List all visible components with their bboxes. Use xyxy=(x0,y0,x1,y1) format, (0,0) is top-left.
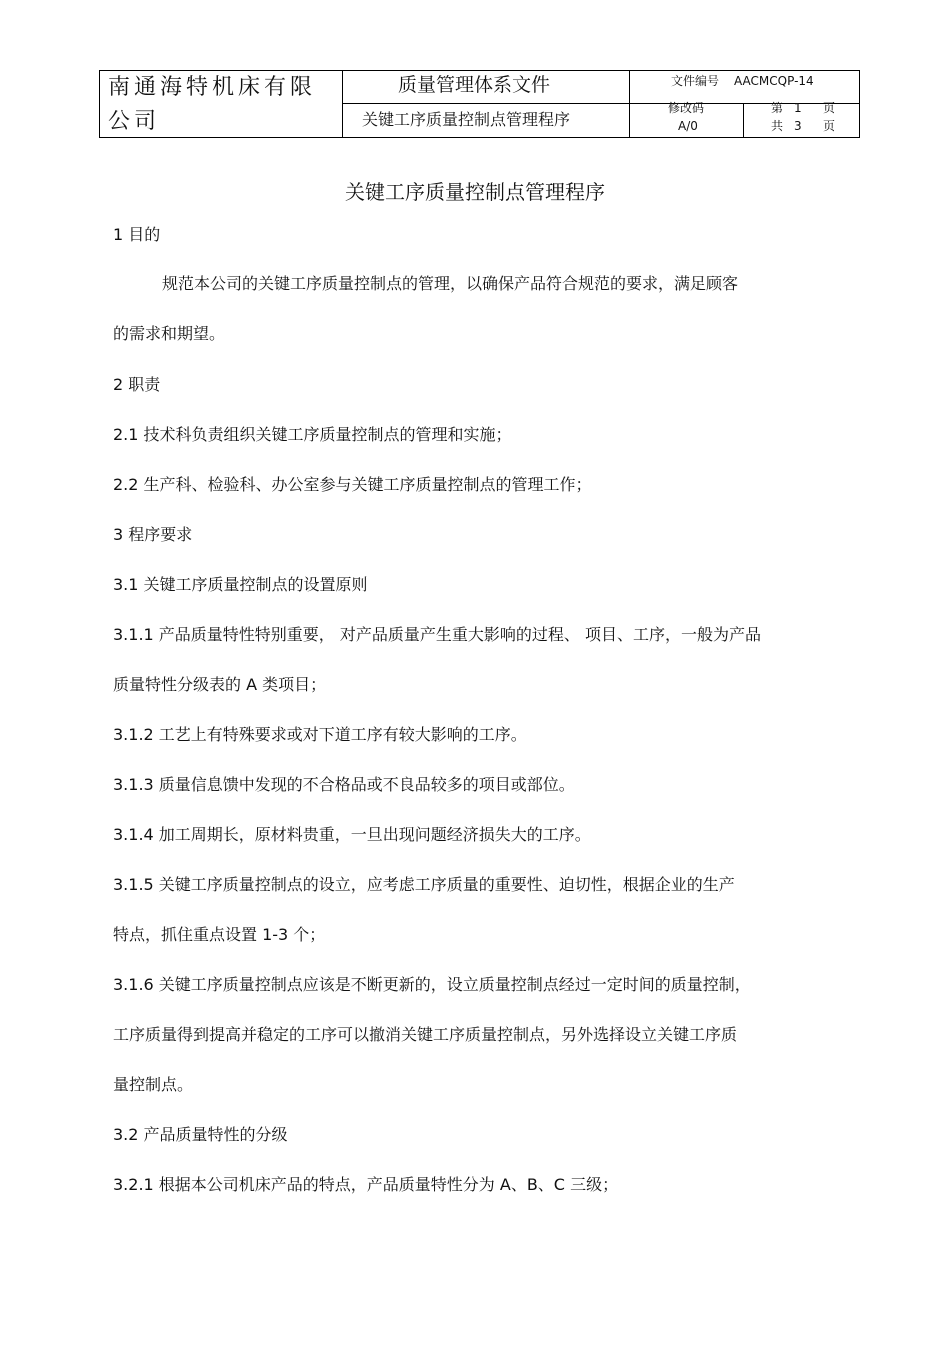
company-name-line1: 南通海特机床有限 xyxy=(108,75,317,100)
doc-no-label: 文件编号 xyxy=(671,74,720,88)
doc-no-value: AACMCQP-14 xyxy=(734,74,814,88)
header-divider xyxy=(342,71,343,137)
company-name-line2: 公司 xyxy=(108,109,161,134)
paragraph-line: 3.1.5 关键工序质量控制点的设立，应考虑工序质量的重要性、迫切性，根据企业的生产 xyxy=(113,875,735,894)
section-heading: 2 职责 xyxy=(113,375,161,394)
paragraph-line: 2.2 生产科、检验科、办公室参与关键工序质量控制点的管理工作； xyxy=(113,475,592,494)
paragraph-line: 规范本公司的关键工序质量控制点的管理，以确保产品符合规范的要求，满足顾客 xyxy=(162,274,739,293)
page-label-di: 第 xyxy=(771,101,784,115)
paragraph-line: 3.1.2 工艺上有特殊要求或对下道工序有较大影响的工序。 xyxy=(113,725,527,744)
paragraph-line: 特点，抓住重点设置 1-3 个； xyxy=(113,925,326,944)
page-current: 1 xyxy=(794,101,802,115)
subsection-heading: 3.1 关键工序质量控制点的设置原则 xyxy=(113,575,368,594)
header-divider xyxy=(743,104,744,137)
page-unit: 页 xyxy=(823,119,836,133)
paragraph-line: 3.1.1 产品质量特性特别重要， 对产品质量产生重大影响的过程、 项目、工序，一般为产品 xyxy=(113,625,761,644)
revision-label: 修改码 xyxy=(668,101,705,115)
paragraph-line: 2.1 技术科负责组织关键工序质量控制点的管理和实施； xyxy=(113,425,512,444)
revision-value: A/0 xyxy=(678,119,698,133)
paragraph-line: 3.1.6 关键工序质量控制点应该是不断更新的，设立质量控制点经过一定时间的质量控制， xyxy=(113,975,751,994)
page-label-gong: 共 xyxy=(771,119,784,133)
system-doc-title: 质量管理体系文件 xyxy=(398,74,551,96)
paragraph-line: 的需求和期望。 xyxy=(113,324,226,343)
paragraph-line: 3.1.4 加工周期长，原材料贵重，一旦出现问题经济损失大的工序。 xyxy=(113,825,591,844)
paragraph-line: 量控制点。 xyxy=(113,1075,194,1094)
subsection-heading: 3.2 产品质量特性的分级 xyxy=(113,1125,288,1144)
paragraph-line: 工序质量得到提高并稳定的工序可以撤消关键工序质量控制点，另外选择设立关键工序质 xyxy=(113,1025,738,1044)
procedure-name: 关键工序质量控制点管理程序 xyxy=(362,110,571,129)
section-heading: 3 程序要求 xyxy=(113,525,193,544)
paragraph-line: 3.1.3 质量信息馈中发现的不合格品或不良品较多的项目或部位。 xyxy=(113,775,575,794)
section-heading: 1 目的 xyxy=(113,225,161,244)
document-title: 关键工序质量控制点管理程序 xyxy=(345,180,605,204)
paragraph-line: 质量特性分级表的 A 类项目； xyxy=(113,675,327,694)
paragraph-line: 3.2.1 根据本公司机床产品的特点，产品质量特性分为 A、B、C 三级； xyxy=(113,1175,619,1194)
header-divider xyxy=(629,71,630,137)
page-total: 3 xyxy=(794,119,802,133)
document-header-table xyxy=(99,70,860,138)
page-unit: 页 xyxy=(823,101,836,115)
